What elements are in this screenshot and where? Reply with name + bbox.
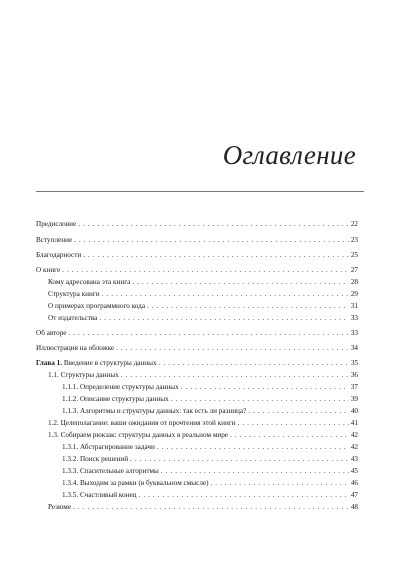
chapter-prefix: Глава 1. — [36, 359, 63, 367]
toc-entry-label: 1.2. Целеполагание: ваши ожидания от прочтения этой книги — [48, 419, 236, 427]
toc-entry-label: 1.3.5. Счастливый конец — [62, 491, 137, 499]
toc-entry-page: 46 — [350, 479, 358, 487]
toc-entry-label: Резюме — [48, 503, 72, 511]
toc-entry-label: Структура книги — [48, 290, 100, 298]
dot-leader — [78, 218, 349, 231]
toc-entry-page: 41 — [350, 419, 358, 427]
title-rule — [36, 191, 364, 192]
toc-entry-page: 47 — [350, 491, 358, 499]
dot-leader — [68, 327, 348, 340]
toc-entry-label: От издательства — [48, 314, 98, 322]
toc-entry-label: Благодарности — [36, 251, 82, 259]
dot-leader — [116, 342, 349, 355]
toc-entry-page: 23 — [350, 236, 358, 244]
toc-entry-label: 1.3.1. Абстрагирование задачи — [62, 443, 155, 451]
toc-entry-page: 34 — [350, 344, 358, 352]
toc-entry-label: Предисловие — [36, 220, 77, 228]
toc-entry-label: О книге — [36, 266, 61, 274]
toc-entry[interactable] — [36, 218, 358, 231]
chapter-title: Введение в структуры данных — [63, 359, 157, 367]
toc-entry[interactable] — [36, 249, 358, 262]
toc-entry-page: 27 — [350, 266, 358, 274]
toc-entry-page: 48 — [350, 503, 358, 511]
toc-entry-label: О примерах программного кода — [48, 302, 146, 310]
toc-entry-label: 1.3.4. Выходим за рамки (в буквальном смысле) — [62, 479, 209, 487]
toc-entry[interactable] — [36, 327, 358, 340]
toc-entry-page: 36 — [350, 371, 358, 379]
toc-entry-label: 1.1.2. Описание структуры данных — [62, 395, 169, 403]
toc-entry[interactable] — [36, 312, 358, 325]
toc-entry-label: Иллюстрация на обложке — [36, 344, 115, 352]
toc-entry-page: 35 — [350, 359, 358, 367]
toc-entry-page: 29 — [350, 290, 358, 298]
toc-entry-page: 31 — [350, 302, 358, 310]
page-title: Оглавление — [222, 140, 356, 170]
toc-entry-label: Об авторе — [36, 329, 67, 337]
toc-entry-page: 39 — [350, 395, 358, 403]
toc-entry-page: 42 — [350, 443, 358, 451]
toc-entry-label: Кому адресована эта книга — [48, 278, 131, 286]
toc-entry-page: 25 — [350, 251, 358, 259]
dot-leader — [83, 249, 349, 262]
toc-entry-page: 33 — [350, 314, 358, 322]
toc-entry-label: Вступление — [36, 236, 73, 244]
toc-entry-page: 37 — [350, 383, 358, 391]
toc-entry-page: 22 — [350, 220, 358, 228]
toc-entry-page: 40 — [350, 407, 358, 415]
toc-entry-page: 42 — [350, 431, 358, 439]
dot-leader — [99, 312, 348, 325]
toc-entry-label: 1.1.3. Алгоритмы и структуры данных: так есть ли разница? — [62, 407, 247, 415]
dot-leader — [74, 234, 349, 247]
toc-entry[interactable] — [36, 342, 358, 355]
toc-entry-page: 45 — [350, 467, 358, 475]
toc-entry[interactable] — [36, 501, 358, 514]
toc-entry-label: 1.1.1. Определение структуры данных — [62, 383, 179, 391]
toc-entry[interactable] — [36, 234, 358, 247]
toc-entry-page: 33 — [350, 329, 358, 337]
toc-entry-page: 28 — [350, 278, 358, 286]
toc-entry-label: 1.3.2. Поиск решений — [62, 455, 129, 463]
dot-leader — [73, 501, 349, 514]
toc-entry-label: 1.3. Собираем рюкзак: структуры данных в реальном мире — [48, 431, 228, 439]
toc-entry-label: 1.1. Структуры данных — [48, 371, 119, 379]
toc-entry-page: 43 — [350, 455, 358, 463]
toc-entry-label: 1.3.3. Спасительные алгоритмы — [62, 467, 159, 475]
